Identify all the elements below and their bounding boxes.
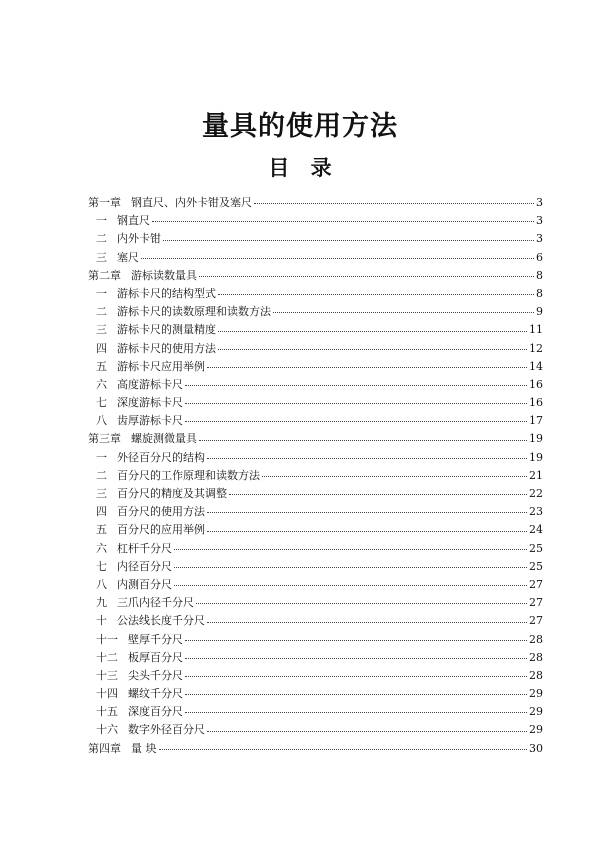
toc-section-entry[interactable] xyxy=(88,340,543,358)
toc-entry-number: 二 xyxy=(96,232,107,246)
toc-dot-leader xyxy=(185,403,527,404)
toc-section-entry[interactable] xyxy=(88,303,543,321)
toc-page-number: 29 xyxy=(529,723,543,737)
toc-dot-leader xyxy=(163,240,534,241)
toc-page-number: 3 xyxy=(536,214,543,228)
toc-dot-leader xyxy=(207,622,527,623)
toc-entry-title: 钢直尺 xyxy=(117,214,150,228)
toc-entry-number: 五 xyxy=(96,523,107,537)
toc-section-entry[interactable] xyxy=(88,249,543,267)
toc-page-number: 8 xyxy=(536,268,543,282)
toc-heading: 目 录 xyxy=(268,155,332,180)
toc-entry-number: 七 xyxy=(96,559,107,573)
toc-section-entry[interactable] xyxy=(88,558,543,576)
toc-page-number: 25 xyxy=(529,559,543,573)
toc-dot-leader xyxy=(174,585,527,586)
toc-page-number: 16 xyxy=(529,377,543,391)
toc-dot-leader xyxy=(159,749,528,750)
toc-section-entry[interactable] xyxy=(88,412,543,430)
toc-dot-leader xyxy=(207,731,527,732)
toc-entry-number: 一 xyxy=(96,286,107,300)
toc-page-number: 27 xyxy=(529,577,543,591)
toc-section-entry[interactable] xyxy=(88,358,543,376)
toc-page-number: 27 xyxy=(529,614,543,628)
toc-page-number: 19 xyxy=(529,432,543,446)
toc-section-entry[interactable] xyxy=(88,212,543,230)
toc-dot-leader xyxy=(207,531,527,532)
toc-entry-title: 螺纹千分尺 xyxy=(128,687,183,701)
toc-dot-leader xyxy=(207,458,527,459)
toc-entry-title: 数字外径百分尺 xyxy=(128,723,205,737)
toc-dot-leader xyxy=(185,712,527,713)
toc-entry-number: 第一章 xyxy=(88,196,121,209)
toc-page-number: 30 xyxy=(529,741,543,755)
toc-dot-leader xyxy=(185,640,527,641)
toc-dot-leader xyxy=(174,567,527,568)
toc-dot-leader xyxy=(196,603,527,604)
toc-entry-number: 十 xyxy=(96,614,107,628)
toc-page-number: 24 xyxy=(529,523,543,537)
toc-section-entry[interactable] xyxy=(88,721,543,739)
toc-dot-leader xyxy=(262,476,527,477)
toc-entry-title: 游标卡尺应用举例 xyxy=(117,359,205,373)
toc-entry-title: 齿厚游标卡尺 xyxy=(117,414,183,428)
toc-section-entry[interactable] xyxy=(88,649,543,667)
toc-entry-number: 四 xyxy=(96,341,107,355)
toc-entry-title: 公法线长度千分尺 xyxy=(117,614,205,628)
document-title: 量具的使用方法 xyxy=(202,111,398,142)
toc-section-entry[interactable] xyxy=(88,485,543,503)
table-of-contents xyxy=(88,194,543,758)
toc-entry-number: 六 xyxy=(96,541,107,555)
toc-dot-leader xyxy=(273,312,534,313)
toc-entry-number: 十一 xyxy=(96,632,118,646)
toc-entry-number: 一 xyxy=(96,214,107,228)
toc-dot-leader xyxy=(152,221,534,222)
toc-section-entry[interactable] xyxy=(88,631,543,649)
toc-entry-title: 高度游标卡尺 xyxy=(117,377,183,391)
toc-section-entry[interactable] xyxy=(88,612,543,630)
toc-section-entry[interactable] xyxy=(88,576,543,594)
toc-page-number: 6 xyxy=(536,250,543,264)
toc-page-number: 23 xyxy=(529,505,543,519)
toc-chapter-entry[interactable] xyxy=(88,194,543,212)
toc-entry-number: 十六 xyxy=(96,723,118,737)
toc-page-number: 28 xyxy=(529,632,543,646)
toc-entry-number: 十四 xyxy=(96,687,118,701)
toc-entry-title: 游标卡尺的测量精度 xyxy=(117,323,216,337)
toc-entry-title: 游标卡尺的结构型式 xyxy=(117,286,216,300)
toc-page-number: 27 xyxy=(529,596,543,610)
toc-entry-title: 内外卡钳 xyxy=(117,232,161,246)
toc-page-number: 3 xyxy=(536,232,543,246)
toc-section-entry[interactable] xyxy=(88,540,543,558)
toc-dot-leader xyxy=(207,367,527,368)
toc-page-number: 19 xyxy=(529,450,543,464)
toc-page-number: 17 xyxy=(529,414,543,428)
toc-page-number: 21 xyxy=(529,468,543,482)
toc-dot-leader xyxy=(185,676,527,677)
toc-entry-number: 五 xyxy=(96,359,107,373)
toc-page-number: 9 xyxy=(536,305,543,319)
toc-dot-leader xyxy=(218,294,534,295)
toc-section-entry[interactable] xyxy=(88,667,543,685)
toc-entry-number: 四 xyxy=(96,505,107,519)
toc-dot-leader xyxy=(185,421,527,422)
toc-dot-leader xyxy=(218,331,527,332)
toc-entry-number: 二 xyxy=(96,305,107,319)
toc-entry-title: 钢直尺、内外卡钳及塞尺 xyxy=(131,196,252,209)
toc-entry-title: 游标卡尺的使用方法 xyxy=(117,341,216,355)
toc-section-entry[interactable] xyxy=(88,685,543,703)
toc-entry-title: 螺旋测微量具 xyxy=(131,432,197,446)
toc-entry-title: 板厚百分尺 xyxy=(128,650,183,664)
toc-dot-leader xyxy=(185,385,527,386)
toc-section-entry[interactable] xyxy=(88,285,543,303)
toc-section-entry[interactable] xyxy=(88,394,543,412)
toc-page-number: 12 xyxy=(529,341,543,355)
toc-entry-number: 二 xyxy=(96,468,107,482)
toc-entry-number: 九 xyxy=(96,596,107,610)
toc-section-entry[interactable] xyxy=(88,503,543,521)
toc-dot-leader xyxy=(174,549,527,550)
toc-chapter-entry[interactable] xyxy=(88,430,543,448)
toc-page-number: 3 xyxy=(536,196,543,209)
toc-dot-leader xyxy=(207,512,527,513)
toc-dot-leader xyxy=(199,276,534,277)
toc-entry-title: 塞尺 xyxy=(117,250,139,264)
toc-page-number: 29 xyxy=(529,687,543,701)
toc-entry-title: 游标读数量具 xyxy=(131,268,197,282)
toc-entry-title: 外径百分尺的结构 xyxy=(117,450,205,464)
toc-entry-title: 壁厚千分尺 xyxy=(128,632,183,646)
toc-entry-number: 第四章 xyxy=(88,741,121,755)
toc-entry-title: 百分尺的使用方法 xyxy=(117,505,205,519)
toc-entry-number: 三 xyxy=(96,250,107,264)
toc-dot-leader xyxy=(229,494,527,495)
toc-page-number: 29 xyxy=(529,705,543,719)
toc-section-entry[interactable] xyxy=(88,449,543,467)
toc-page-number: 8 xyxy=(536,286,543,300)
toc-entry-number: 八 xyxy=(96,414,107,428)
toc-section-entry[interactable] xyxy=(88,521,543,539)
toc-entry-number: 六 xyxy=(96,377,107,391)
toc-entry-title: 深度百分尺 xyxy=(128,705,183,719)
toc-entry-title: 游标卡尺的读数原理和读数方法 xyxy=(117,305,271,319)
toc-entry-number: 第三章 xyxy=(88,432,121,446)
toc-page-number: 28 xyxy=(529,650,543,664)
toc-section-entry[interactable] xyxy=(88,467,543,485)
toc-section-entry[interactable] xyxy=(88,594,543,612)
toc-entry-number: 十二 xyxy=(96,650,118,664)
toc-entry-title: 百分尺的工作原理和读数方法 xyxy=(117,468,260,482)
toc-entry-title: 尖头千分尺 xyxy=(128,668,183,682)
toc-entry-title: 内测百分尺 xyxy=(117,577,172,591)
toc-section-entry[interactable] xyxy=(88,376,543,394)
toc-dot-leader xyxy=(185,658,527,659)
toc-entry-title: 内径百分尺 xyxy=(117,559,172,573)
toc-entry-number: 三 xyxy=(96,487,107,500)
toc-section-entry[interactable] xyxy=(88,321,543,339)
toc-dot-leader xyxy=(254,203,534,204)
toc-page-number: 14 xyxy=(529,359,543,373)
toc-chapter-entry[interactable] xyxy=(88,740,543,758)
toc-entry-number: 第二章 xyxy=(88,268,121,282)
toc-entry-number: 八 xyxy=(96,577,107,591)
toc-entry-title: 深度游标卡尺 xyxy=(117,396,183,410)
toc-dot-leader xyxy=(199,440,527,441)
toc-section-entry[interactable] xyxy=(88,703,543,721)
toc-page-number: 22 xyxy=(529,487,543,500)
toc-entry-number: 十三 xyxy=(96,668,118,682)
toc-dot-leader xyxy=(218,349,527,350)
toc-entry-number: 三 xyxy=(96,323,107,337)
toc-entry-number: 十五 xyxy=(96,705,118,719)
toc-page-number: 28 xyxy=(529,668,543,682)
toc-entry-title: 三爪内径千分尺 xyxy=(117,596,194,610)
toc-chapter-entry[interactable] xyxy=(88,267,543,285)
toc-entry-title: 百分尺的精度及其调整 xyxy=(117,487,227,500)
toc-entry-number: 一 xyxy=(96,450,107,464)
toc-dot-leader xyxy=(141,258,534,259)
toc-entry-title: 杠杆千分尺 xyxy=(117,541,172,555)
toc-page-number: 16 xyxy=(529,396,543,410)
toc-section-entry[interactable] xyxy=(88,230,543,248)
toc-page-number: 11 xyxy=(529,323,543,337)
toc-entry-title: 百分尺的应用举例 xyxy=(117,523,205,537)
toc-dot-leader xyxy=(185,694,527,695)
toc-entry-number: 七 xyxy=(96,396,107,410)
toc-entry-title: 量 块 xyxy=(131,741,157,755)
toc-page-number: 25 xyxy=(529,541,543,555)
